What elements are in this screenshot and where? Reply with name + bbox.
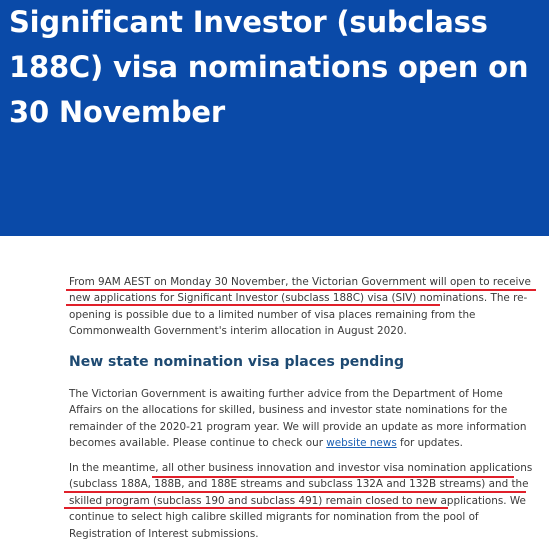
- website-news-link[interactable]: website news: [326, 437, 397, 450]
- annotation-underline: [66, 289, 536, 291]
- allocation-paragraph: [69, 386, 537, 452]
- closed-lead-text: In the meantime,: [69, 462, 162, 474]
- intro-highlight-text: From 9AM AEST on Monday 30 November, the Victorian Government will open to receive new applications for Significant Investor (subclass 188C) visa (SIV) nominations.: [69, 276, 531, 305]
- page-title: Significant Investor (subclass 188C) visa nominations open on 30 November: [9, 5, 529, 129]
- annotation-underline: [66, 304, 440, 306]
- annotation-underline: [152, 476, 514, 478]
- hero-banner: [0, 0, 549, 236]
- section-heading: New state nomination visa places pending: [69, 354, 405, 370]
- annotation-underline: [64, 491, 526, 493]
- allocation-text: The Victorian Government is awaiting further advice from the Department of Home Affairs on the allocations for skilled, business and investor state nominations for the remainder of the 2020-21 program year. We will provide an update as more information becomes available. Please continue to check our: [69, 388, 527, 450]
- intro-paragraph: [69, 274, 537, 340]
- closed-programs-paragraph: [69, 460, 537, 542]
- annotation-underline: [64, 507, 448, 509]
- closed-trailing-text: We continue to select high calibre skilled migrants for nomination from the pool of Registration of Interest submissions.: [69, 494, 526, 540]
- allocation-trailing-text: for updates.: [396, 437, 463, 450]
- intro-rest-text: The re-opening is possible due to a limited number of visa places remaining from the Commonwealth Government's interim allocation in August 2020.: [69, 292, 528, 338]
- closed-highlight-text: all other business innovation and investor visa nomination applications (subclass 188A, 188B, and 188E streams and subclass 132A and 132B streams) and the skilled program (subclass 190 and subclass 491) remain closed to new applications.: [69, 462, 533, 507]
